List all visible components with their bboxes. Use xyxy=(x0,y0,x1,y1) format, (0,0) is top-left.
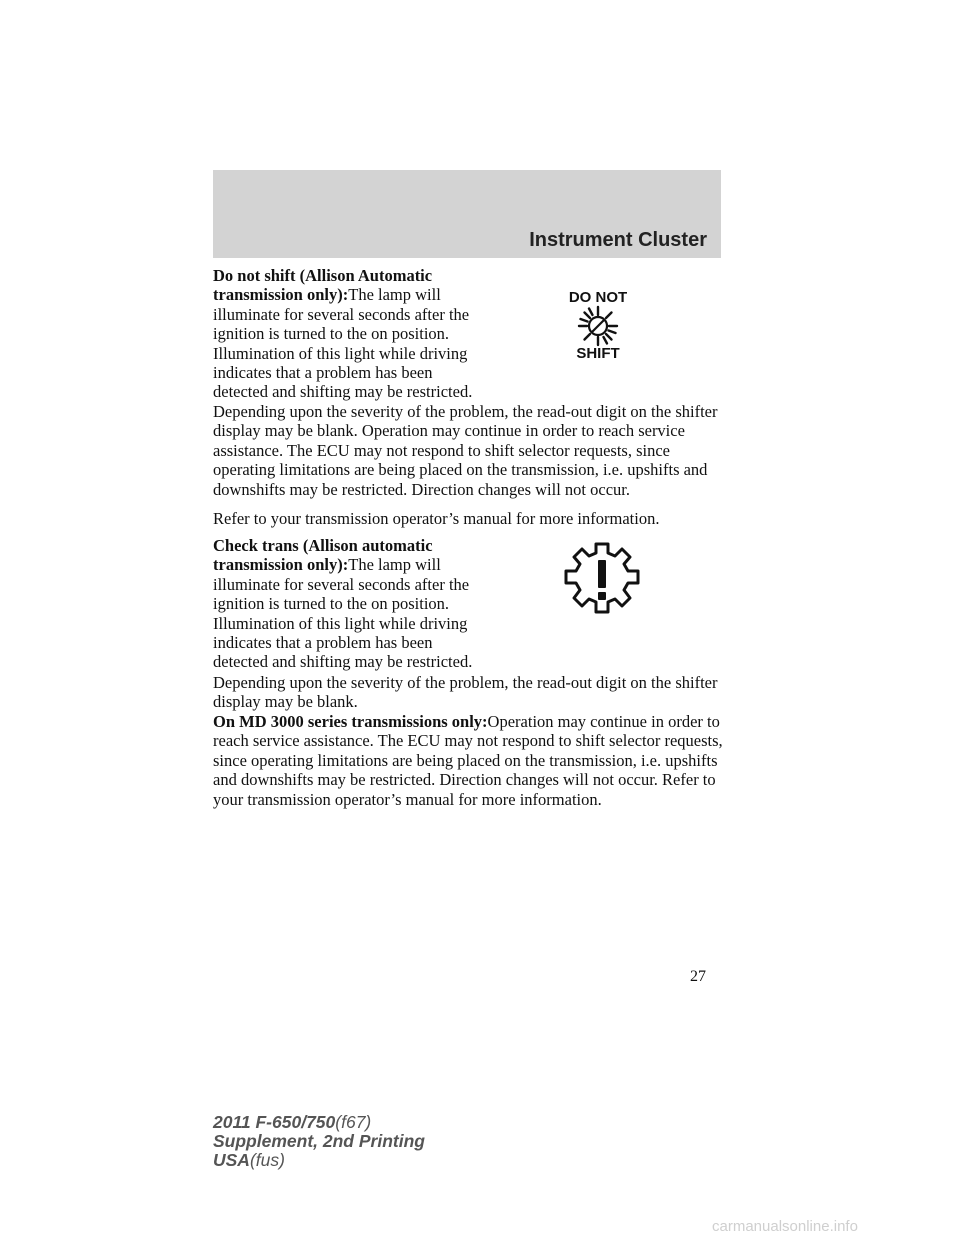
check-trans-intro-text: The lamp will illuminate for several seconds after the ignition is turned to the on position. Illumination of this light while driving indicates that a problem has been detected and shifting may be restricted. xyxy=(213,555,473,672)
md-3000-heading: On MD 3000 series transmissions only: xyxy=(213,712,488,731)
footer-market-code: (fus) xyxy=(249,1150,285,1170)
do-not-shift-icon xyxy=(568,282,628,360)
footer-model: 2011 F-650/750 xyxy=(213,1112,336,1132)
document-footer xyxy=(213,1113,425,1170)
watermark: carmanualsonline.info xyxy=(712,1218,858,1235)
do-not-shift-paragraph: Depending upon the severity of the problem, the read-out digit on the shifter display may be blank. Operation may continue in order to reach service assistance. The ECU may not respond to shift selector requests, since operating limitations are being placed on the transmission, i.e. upshifts and downshifts may be restricted. Direction changes will not occur. xyxy=(213,402,718,499)
do-not-shift-intro-text: The lamp will illuminate for several seconds after the ignition is turned to the on position. Illumination of this light while driving indicates that a problem has been detected and shifting may be restricted. xyxy=(213,285,473,402)
do-not-shift-icon-bottom-text: SHIFT xyxy=(576,345,620,360)
footer-line-market xyxy=(213,1151,425,1170)
section-title: Instrument Cluster xyxy=(529,229,707,251)
do-not-shift-intro xyxy=(213,266,483,402)
section-header-band xyxy=(213,170,721,258)
footer-edition: Supplement, 2nd Printing xyxy=(213,1131,425,1151)
footer-market: USA xyxy=(213,1150,250,1170)
md-3000-paragraph xyxy=(213,712,723,809)
check-trans-paragraph: Depending upon the severity of the problem, the read-out digit on the shifter display may be blank. xyxy=(213,673,718,712)
check-trans-gear-warning-icon xyxy=(558,538,646,626)
do-not-shift-heading: Do not shift (Allison Automatic transmission only): xyxy=(213,266,433,305)
footer-line-model xyxy=(213,1113,425,1132)
check-trans-heading: Check trans (Allison automatic transmission only): xyxy=(213,536,433,575)
do-not-shift-reference: Refer to your transmission operator’s manual for more information. xyxy=(213,509,660,528)
do-not-shift-icon-top-text: DO NOT xyxy=(568,289,628,306)
footer-model-code: (f67) xyxy=(335,1112,372,1132)
md-3000-text: Operation may continue in order to reach service assistance. The ECU may not respond to shift selector requests, since operating limitations are being placed on the transmission, i.e. upshifts and downshifts may be restricted. Direction changes will not occur. Refer to your transmission operator’s manual for more information. xyxy=(213,712,723,809)
check-trans-intro xyxy=(213,536,483,672)
page-number: 27 xyxy=(690,968,706,985)
